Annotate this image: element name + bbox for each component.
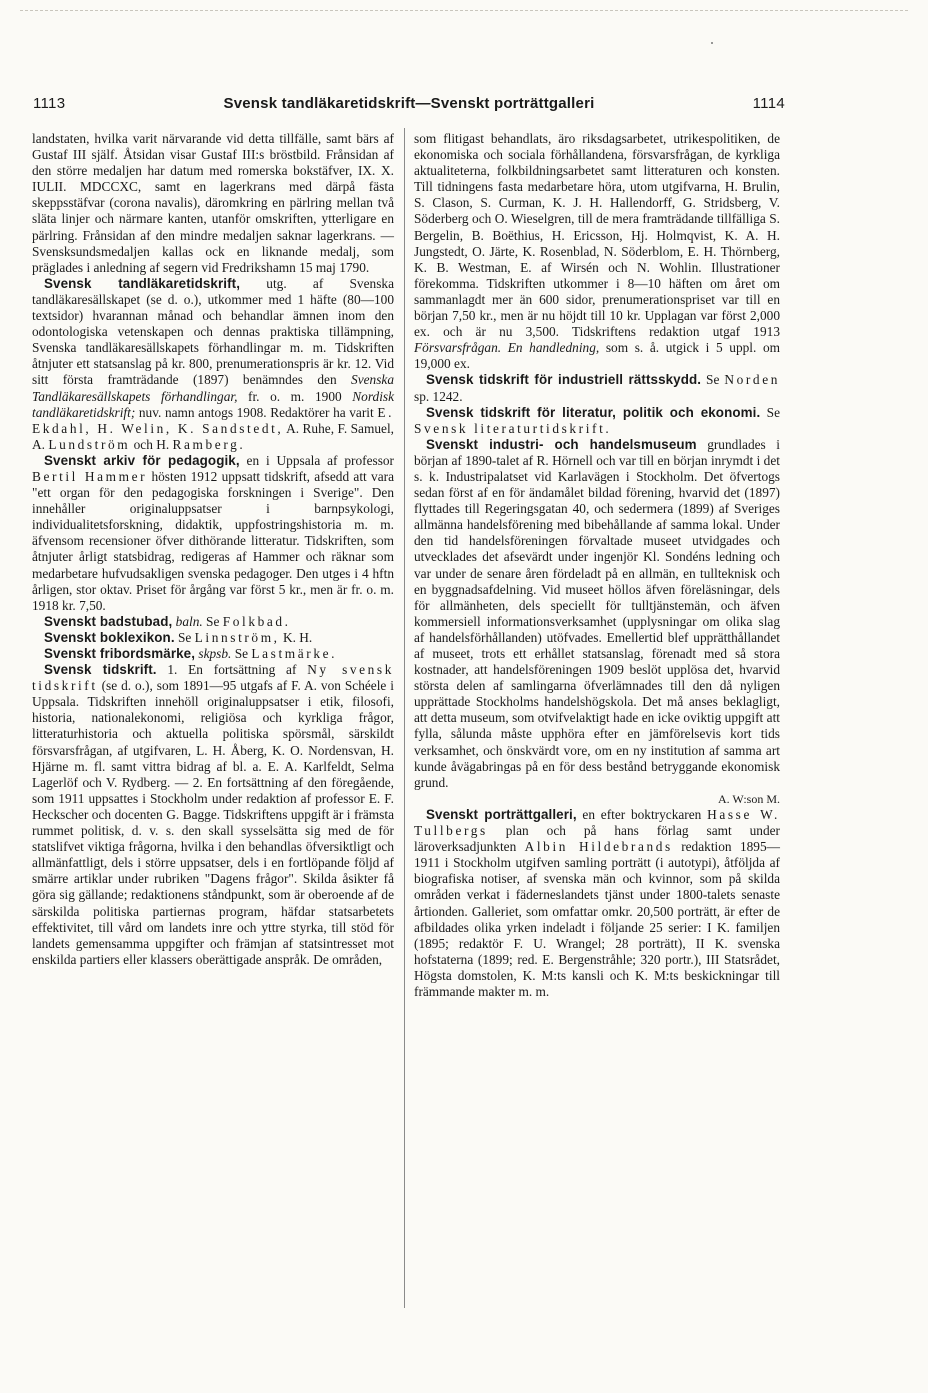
entry-italic: Svenska Tandläkaresällskapets förhandlingar, [32, 372, 394, 404]
entry-headword: Svenskt arkiv för pedagogik, [44, 452, 240, 468]
spaced-name: Svensk literaturtidskrift. [414, 420, 612, 436]
continued-paragraph [414, 131, 780, 372]
right-page-number: 1114 [752, 95, 785, 112]
author-signature: A. W:son M. [717, 791, 780, 806]
spaced-name: Lastmärke. [251, 646, 338, 661]
left-column [32, 131, 394, 968]
spaced-name: Hasse W. Tullbergs [414, 806, 780, 839]
entry-text: Se [202, 613, 223, 629]
spaced-name: Folkbad. [222, 613, 291, 629]
entry-text: plan och på hans förlag samt under läroverksadjunkten [414, 823, 780, 855]
entry-text: redaktion 1895—1911 i Stockholm utgifven samling porträtt (i autotypi), åtföljda af biografiska notiser, af svenska män och kvinnor, som på skilda områden verkat i fäderneslandets tjänst under 1800-talets senaste årtionden. Galleriet, som omfattar omkr. 20,500 porträtt, är efter de afbildades olika yrken indeladt i följande 25 serier: I K. familjen (1895; redaktör F. U. Wrangel; 28 porträtt), II K. svenska hofstaterna (1899; red. E. Bergenstråhle; 320 portr.), III Statsrådet, Högsta domstolen, K. M:ts kansli och K. M:ts beskickningar till främmande makter m. m. [414, 839, 780, 999]
entry-text: Se [701, 372, 725, 388]
entry-italic: Försvarsfrågan. En handledning, [414, 340, 600, 356]
entry-text: en i Uppsala af professor [239, 452, 395, 468]
entry-headword: Svensk tidskrift. [44, 662, 157, 678]
running-title: Svensk tandläkaretidskrift—Svenskt porträttgalleri [223, 95, 595, 112]
spaced-name: Ny svensk tidskrift [32, 662, 394, 694]
entry-headword: Svensk tidskrift för industriell rättsskydd. [426, 372, 702, 388]
entry-text: och H. [130, 436, 173, 452]
entry-text: 1. En fortsättning af [156, 662, 308, 678]
entry-svensk-tidskrift [32, 662, 394, 968]
entry-text: fr. o. m. 1900 [237, 388, 353, 404]
entry-svenskt-portrattgalleri [414, 807, 780, 1000]
entry-headword: Svenskt fribordsmärke, [44, 646, 196, 661]
spaced-name: E. Ekdahl, H. Welin, K. Sandstedt, [32, 404, 394, 436]
entry-svenskt-boklexikon [32, 630, 394, 646]
entry-text: nuv. namn antogs 1908. Redaktörer ha varit [135, 404, 378, 420]
spaced-name: Ramberg. [172, 436, 246, 452]
entry-text: som s. å. utgick i 5 uppl. om 19,000 ex. [414, 340, 781, 372]
entry-svenskt-fribordsmarke [32, 646, 394, 662]
page-header [33, 95, 785, 117]
spaced-name: Norden [724, 372, 780, 388]
left-page-number: 1113 [33, 95, 66, 112]
entry-headword: Svenskt porträttgalleri, [426, 806, 577, 822]
entry-text: utg. af Svenska tandläkaresällskapet (se d. o.), utkommer med 1 häfte (80—100 textsidor) hvarannan månad och behandlar ämnen inom den odontologiska vetenskapen och dennas praktiska tillämpning, Svenska tandläkaresällskapets förhandlingar m. m. Tidskriften åtnjuter ett statsanslag på kr. 800, prenumerationspris är kr. 12. Vid sitt första framträdande (1897) benämndes den [32, 275, 394, 388]
speck-mark [711, 42, 713, 44]
spaced-name: Albin Hildebrands [524, 839, 673, 855]
entry-industri-och-handelsmuseum [414, 437, 780, 791]
entry-svenskt-arkiv-for-pedagogik [32, 453, 394, 614]
spaced-name: Lundström [48, 436, 131, 452]
entry-italic: baln. [175, 613, 203, 629]
entry-text: grundlades i början af 1890-talet af R. Hörnell och var till en början inrymdt i det s. k. Industripalatset vid Karlavägen i Stockholm. Det öfvertogs sedan först af en för ändamålet bildad förening, hvarvid det (1897) flyttades till Regeringsgatan 40, och sedermera (1899) af Sveriges allmänna handelsförening med bibehållande af samma lokal. Under den tid handelsföreningen förvaltade museet utvidgades och utvecklades det afsevärdt under ingenjör Kl. Sondéns ledning och var under de senare åren fördeladt på en allmän, en tullteknisk och en byggnadsafdelning. Vid museet höllos äfven föreläsningar, dels för allmänheten, dels speciellt för tulltjänstemän, och äfven kommersiell informationsverksamhet (upplysningar om olika slag af handelsförhållanden) utöfvades. Emellertid blef upprätthållandet af museet, trots ett erhållet statsanslag, förenadt med så stora kostnader, att handelsföreningen 1909 beslöt upplösa det, hvarvid största delen af samlingarna öfverlämnades till den då nyligen upprättade Stockholms handelshögskola. Det må anses beklagligt, att detta museum, som otvifvelaktigt hade en icke oviktig uppgift att fylla, sålunda måste upphöra efter en jämförelsevis kort tids verksamhet, och önskvärdt vore, om en ny institution af samma art kunde åvägabringas på en för dess bestånd betryggande ekonomisk grund. [414, 436, 780, 790]
entry-text: A. Ruhe, F. Samuel, A. [32, 420, 394, 452]
entry-text: en efter boktryckaren [576, 806, 708, 822]
entry-text: Se [760, 404, 780, 420]
entry-headword: Svenskt boklexikon. [44, 629, 175, 645]
entry-text: (se d. o.), som 1891—95 utgafs af F. A. von Schéele i Uppsala. Tidskriften innehöll originaluppsatser i etik, filosofi, historia, nationalekonomi, religiösa och kyrkliga frågor, litteraturhistoria och aktuella politiska spörsmål, särskildt försvarsfrågan, af utgifvaren, L. H. Åberg, K. O. Nordensvan, H. Hjärne m. fl. samt vittra bidrag af bl. a. E. A. Karlfeldt, Selma Lagerlöf och V. Rydberg. — 2. En fortsättning af den föregående, som 1911 uppsattes i Stockholm under redaktion af professor E. F. Heckscher och docenten G. Bagge. Tidskriftens uppgift är i främsta rummet politisk, d. v. s. den skall sysselsätta sig med de för statslifvet viktiga frågorna, hvilka i den behandlas öfversiktligt och allmänfattligt, dels i större uppsatser, dels i en fortlöpande följd af smärre artiklar under rubriken "Dagens frågor". Skilda åsikter få göra sig gällande; redaktionens ståndpunkt, som är oberoende af de särskilda politiska partiernas program, häfdar statsarbetets effektivitet, till vård om landets inre och yttre styrka, till stöd för landets gemensamma uppgifter och främjan af statsintresset mot enskilda partiers eller klassers oberättigade anspråk. De områden, [32, 678, 394, 967]
entry-headword: Svensk tidskrift för literatur, politik och ekonomi. [426, 404, 761, 420]
spaced-name: Bertil Hammer [32, 468, 148, 484]
column-divider [404, 128, 405, 1308]
entry-svensk-tandlakaretidskrift [32, 276, 394, 453]
entry-text: sp. 1242. [414, 388, 463, 404]
entry-text: K. H. [279, 629, 313, 645]
top-edge-line [20, 10, 908, 11]
entry-headword: Svenskt industri- och handelsmuseum [426, 436, 697, 452]
entry-text: som flitigast behandlats, äro riksdagsarbetet, utrikespolitiken, de ekonomiska och sociala förhållandena, försvarsfrågan, de kyrkliga aktualiteterna, folkbildningsarbetet samt litteraturen och konsten. Till tidningens fasta medarbetare höra, utom utgifvarna, H. Brulin, S. Clason, S. Curman, K. J. H. Hallendorff, G. Stridsberg, V. Söderberg och O. Wieselgren, till de mera framträdande tillfälliga S. Bergelin, B. Boëthius, H. Ericsson, Hj. Holmqvist, K. A. H. Jungstedt, O. Järte, K. Rosenblad, N. Söderblom, E. H. Thörnberg, K. B. Westman, E. af Wirsén och N. Wohlin. Illustrationer förekomma. Tidskriften utkommer i 8—10 häften om året om sammanlagdt mer än 600 sidor, prenumerationspriset var till en början 7,50 kr., men är nu höjdt till 10 kr. Upplagan var först 2,000 ex. och är nu 3,500. Tidskriftens redaktion utgaf 1913 [414, 131, 780, 340]
entry-headword: Svensk tandläkaretidskrift, [44, 275, 241, 291]
entry-italic: Nordisk tandläkaretidskrift; [32, 388, 395, 420]
entry-italic: skpsb. [198, 646, 232, 661]
continued-paragraph: landstaten, hvilka varit närvarande vid detta tillfälle, samt bärs af Gustaf III själf. Åtsidan visar Gustaf III:s bröstbild. Frånsidan af den större medaljen har datum med romerska bokstäfver, IX. X. IULII. MDCCXC, samt en lagerkrans med därpå fästa skeppsstäfvar (corona navalis), däromkring en pärlring mellan två släta linjer och närmare kanten, utanför omskriften, ytterligare en pärlring. Frånsidan af den mindre medaljen saknar lagerkrans. — Svensksundsmedaljen kallas ock en liknande medalj, som präglades i anledning af segern vid Fredrikshamn 15 maj 1790. [32, 131, 394, 275]
right-column [414, 131, 780, 1000]
entry-text: hösten 1912 uppsatt tidskrift, afsedd att vara "ett organ för den pedagogiska forskningen i Sverige". Den innehåller originaluppsatser i barnpsykologi, individualitetsforskning, didaktik, uppfostringshistoria m. m. äfvensom recensioner öfver dithörande litteratur. Tidskriften, som åtnjuter årligt statsbidrag, redigeras af Hammer och räknar som medarbetare hufvudsakligen svenska pedagoger. Den utges i 4 hftn årligen, stor oktav. Priset för årgång var först 5 kr., men är fr. o. m. 1918 kr. 7,50. [32, 468, 394, 613]
entry-text: Se [231, 646, 252, 661]
entry-text: Se [174, 629, 195, 645]
entry-industriell-rattsskydd [414, 372, 780, 404]
entry-headword: Svenskt badstubad, [44, 613, 173, 629]
spaced-name: Linnström, [194, 629, 280, 645]
entry-literatur-politik-ekonomi [414, 405, 780, 437]
entry-svenskt-badstubad [32, 614, 394, 630]
